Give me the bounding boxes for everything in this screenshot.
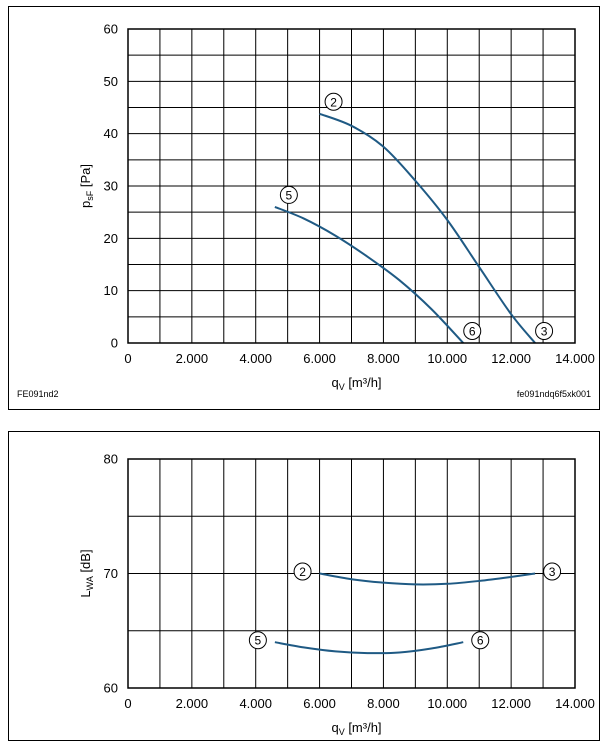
curve-marker-label-3: 3 — [540, 324, 548, 339]
x-tick-label: 0 — [124, 696, 132, 711]
x-tick-label: 6.000 — [303, 351, 336, 366]
curve-marker-label-2: 2 — [299, 565, 306, 579]
y-tick-label: 40 — [103, 126, 118, 142]
y-tick-label: 60 — [103, 21, 118, 37]
x-tick-label: 2.000 — [175, 351, 209, 366]
footer-left-code: FE091nd2 — [17, 389, 59, 399]
x-tick-label: 10.000 — [427, 696, 468, 711]
y-tick-label: 0 — [110, 335, 118, 351]
x-tick-label: 2.000 — [175, 696, 209, 711]
x-tick-label: 4.000 — [239, 696, 272, 711]
curve-marker-label-5: 5 — [254, 633, 262, 648]
y-tick-label: 80 — [103, 451, 118, 467]
y-tick-label: 70 — [103, 566, 118, 581]
x-axis-label: $q_V$ [m³/h] — [331, 720, 382, 737]
y-axis-label: $L_{WA}$ [dB] — [78, 549, 95, 598]
curve-series-2 — [275, 642, 463, 653]
x-tick-label: 4.000 — [239, 351, 272, 366]
x-tick-label: 12.000 — [491, 351, 532, 366]
curve-marker-label-6: 6 — [468, 324, 476, 339]
sound-power-chart-panel — [8, 431, 600, 741]
y-tick-label: 20 — [103, 230, 118, 246]
pressure-chart-panel — [8, 6, 600, 410]
y-tick-label: 30 — [103, 178, 118, 194]
sound-power-chart — [9, 432, 601, 742]
pressure-chart — [9, 7, 601, 411]
y-tick-label: 10 — [103, 283, 118, 299]
x-tick-label: 6.000 — [303, 696, 336, 711]
y-axis-label: $p_{sF}$ [Pa] — [78, 164, 95, 208]
y-tick-label: 60 — [103, 680, 118, 696]
x-tick-label: 14.000 — [555, 696, 595, 711]
y-tick-label: 50 — [103, 73, 118, 89]
footer-right-code: fe091ndq6f5xk001 — [516, 389, 591, 399]
curve-marker-label-6: 6 — [476, 633, 484, 648]
x-tick-label: 14.000 — [555, 351, 595, 366]
x-tick-label: 8.000 — [367, 351, 400, 366]
x-tick-label: 8.000 — [367, 696, 400, 711]
x-tick-label: 0 — [124, 351, 132, 366]
curve-series-2 — [275, 207, 463, 343]
x-tick-label: 12.000 — [491, 696, 532, 711]
curve-marker-label-2: 2 — [330, 95, 337, 110]
curve-marker-label-3: 3 — [548, 565, 556, 579]
curve-marker-label-5: 5 — [285, 188, 293, 203]
x-axis-label: $q_V$ [m³/h] — [331, 375, 382, 392]
x-tick-label: 10.000 — [427, 351, 468, 366]
